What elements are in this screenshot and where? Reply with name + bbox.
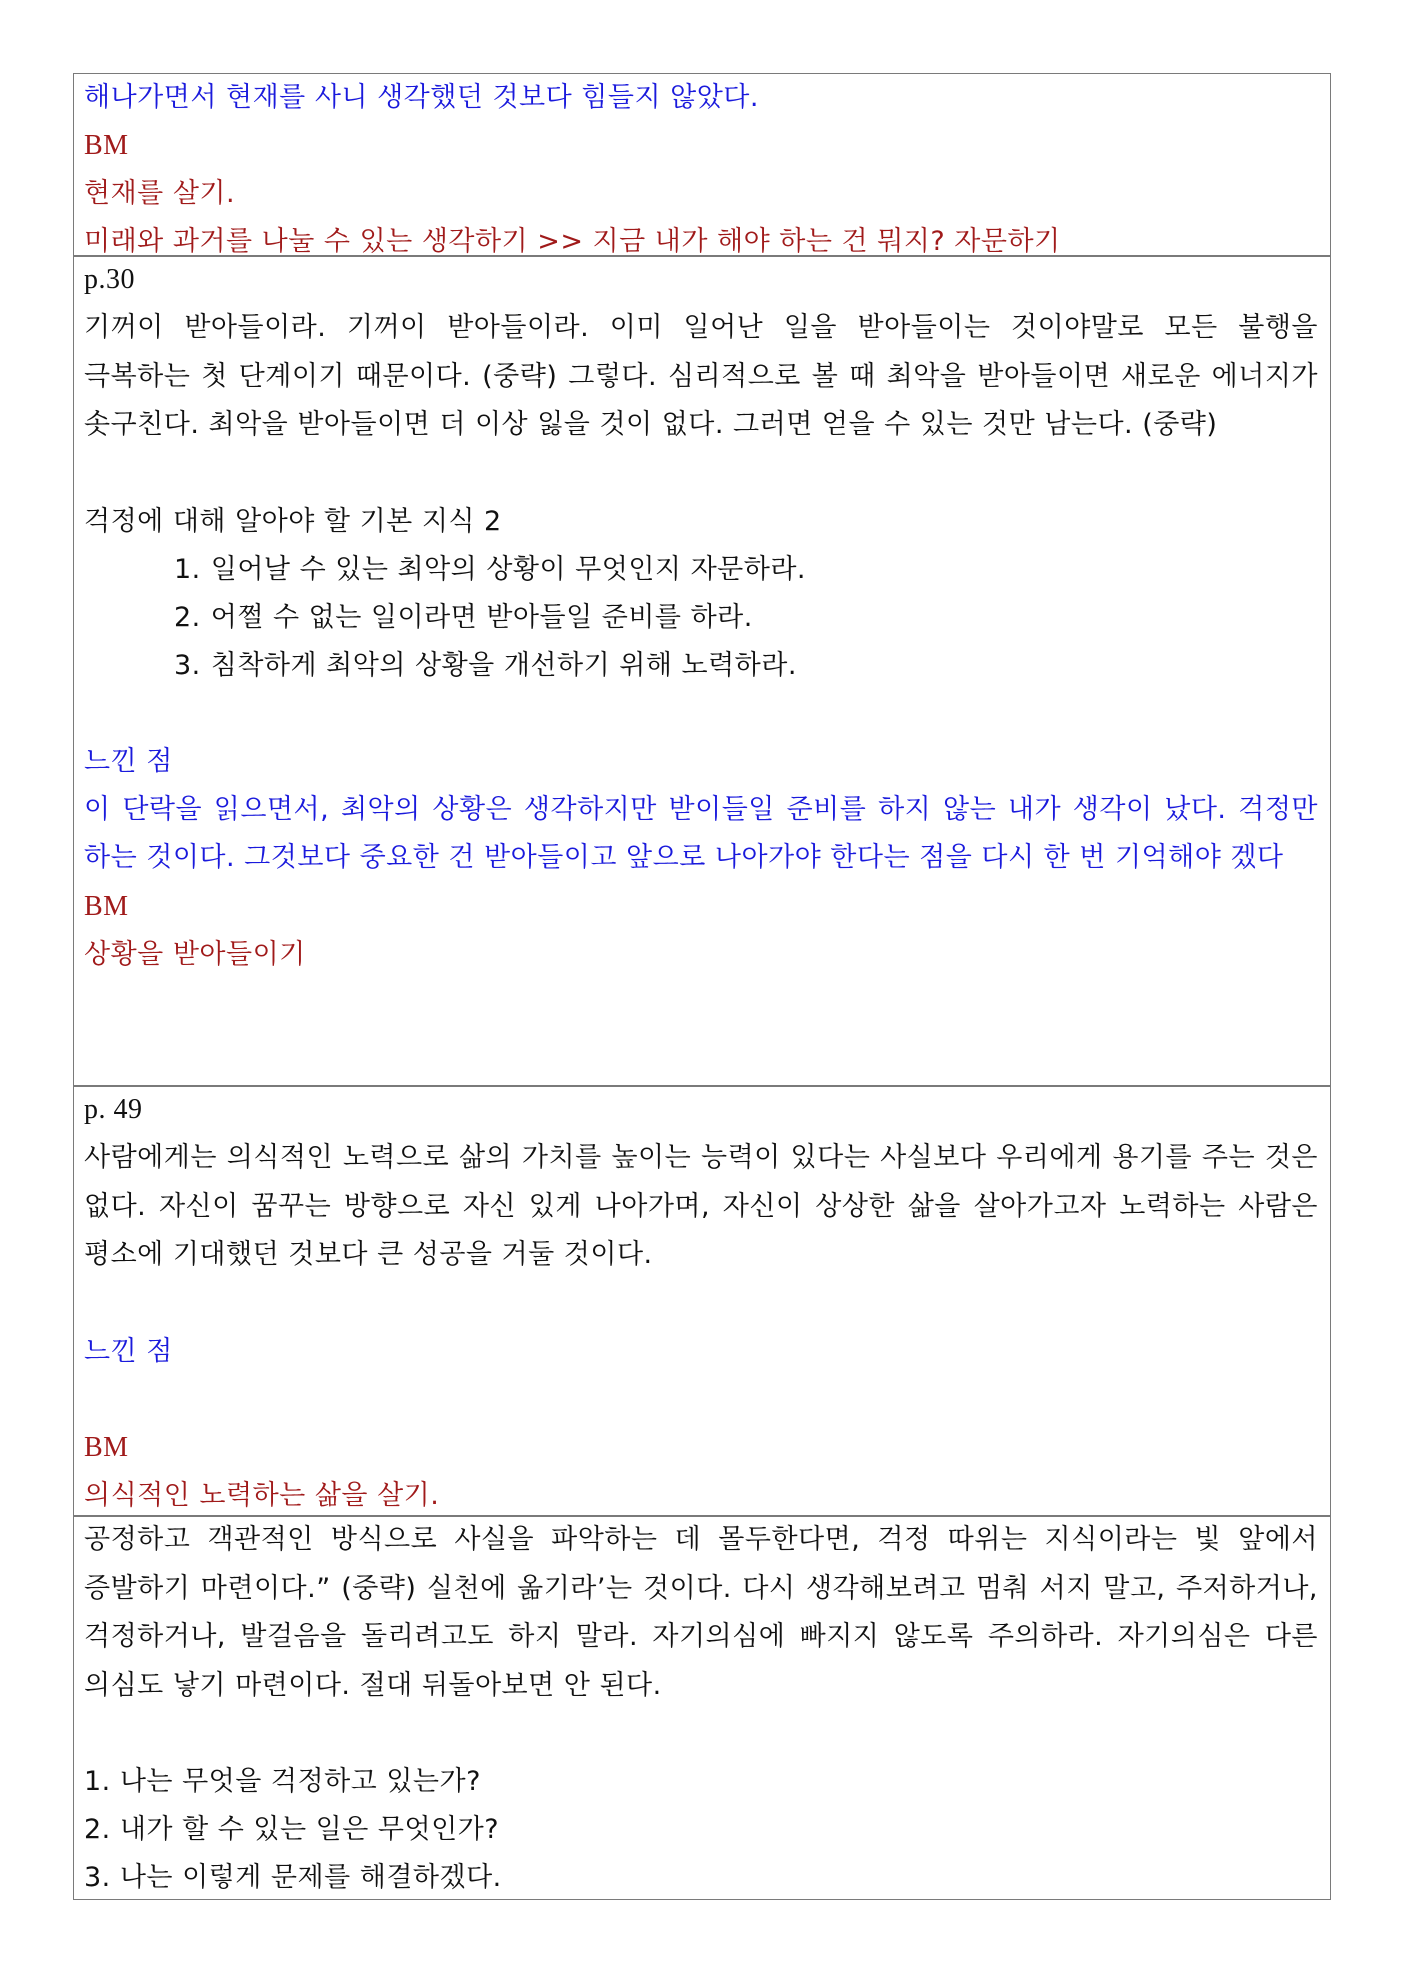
bm-label: BM <box>84 130 129 161</box>
book-quote: 공정하고 객관적인 방식으로 사실을 파악하는 데 몰두한다면, 걱정 따위는 지식이라는 빛 앞에서 증발하기 마련이다.” (중략) 실천에 옮기라’는 것이다. 다시 생각해보려고 멈춰 서지 말고, 주저하거나, 걱정하거나, 발걸음을 돌리려고도 하지 말라. 자기의심에 빠지지 않도록 주의하라. 자기의심은 다른 의심도 낳기 마련이다. 절대 뒤돌아보면 안 된다. <box>84 1524 1318 1701</box>
document-page <box>73 73 1331 1899</box>
note-cell-4 <box>73 1515 1331 1900</box>
note-cell-2 <box>73 255 1331 1087</box>
list-item: 3. 침착하게 최악의 상황을 개선하기 위해 노력하라. <box>174 649 797 681</box>
book-quote: 사람에게는 의식적인 노력으로 삶의 가치를 높이는 능력이 있다는 사실보다 우리에게 용기를 주는 것은 없다. 자신이 꿈꾸는 방향으로 자신 있게 나아가며, 자신이 상상한 삶을 살아가고자 노력하는 사람은 평소에 기대했던 것보다 큰 성공을 거둘 것이다. <box>84 1142 1318 1270</box>
bm-text: 의식적인 노력하는 삶을 살기. <box>84 1479 440 1511</box>
page-reference: p. 49 <box>84 1094 143 1125</box>
bm-text: 현재를 살기. <box>84 178 236 209</box>
section-heading: 걱정에 대해 알아야 할 기본 지식 2 <box>84 505 502 537</box>
feel-label: 느낀 점 <box>84 1335 173 1367</box>
bm-text: 상황을 받아들이기 <box>84 938 306 970</box>
book-quote: 기꺼이 받아들이라. 기꺼이 받아들이라. 이미 일어난 일을 받아들이는 것이야말로 모든 불행을 극복하는 첫 단계이기 때문이다. (중략) 그렇다. 심리적으로 볼 때 최악을 받아들이면 새로운 에너지가 솟구친다. 최악을 받아들이면 더 이상 잃을 것이 없다. 그러면 얻을 수 있는 것만 남는다. (중략) <box>84 312 1318 440</box>
bm-detail: 미래와 과거를 나눌 수 있는 생각하기 >> 지금 내가 해야 하는 건 뭐지? 자문하기 <box>84 226 1061 257</box>
question-item: 3. 나는 이렇게 문제를 해결하겠다. <box>84 1862 502 1893</box>
bm-label: BM <box>84 1431 129 1463</box>
note-cell-1 <box>73 73 1331 257</box>
reflection-text: 해나가면서 현재를 사니 생각했던 것보다 힘들지 않았다. <box>84 82 759 113</box>
feel-text: 이 단락을 읽으면서, 최악의 상황은 생각하지만 받이들일 준비를 하지 않는 내가 생각이 났다. 걱정만 하는 것이다. 그것보다 중요한 건 받아들이고 앞으로 나아가야 한다는 점을 다시 한 번 기억해야 겠다 <box>84 793 1318 873</box>
list-item: 1. 일어날 수 있는 최악의 상황이 무엇인지 자문하라. <box>174 553 806 585</box>
basic-knowledge-list <box>84 546 1318 690</box>
note-cell-3 <box>73 1085 1331 1517</box>
page-reference: p.30 <box>84 264 135 295</box>
question-item: 2. 내가 할 수 있는 일은 무엇인가? <box>84 1814 500 1845</box>
question-item: 1. 나는 무엇을 걱정하고 있는가? <box>84 1766 481 1797</box>
bm-label: BM <box>84 890 129 922</box>
list-item: 2. 어쩔 수 없는 일이라면 받아들일 준비를 하라. <box>174 601 753 633</box>
feel-label: 느낀 점 <box>84 745 173 777</box>
